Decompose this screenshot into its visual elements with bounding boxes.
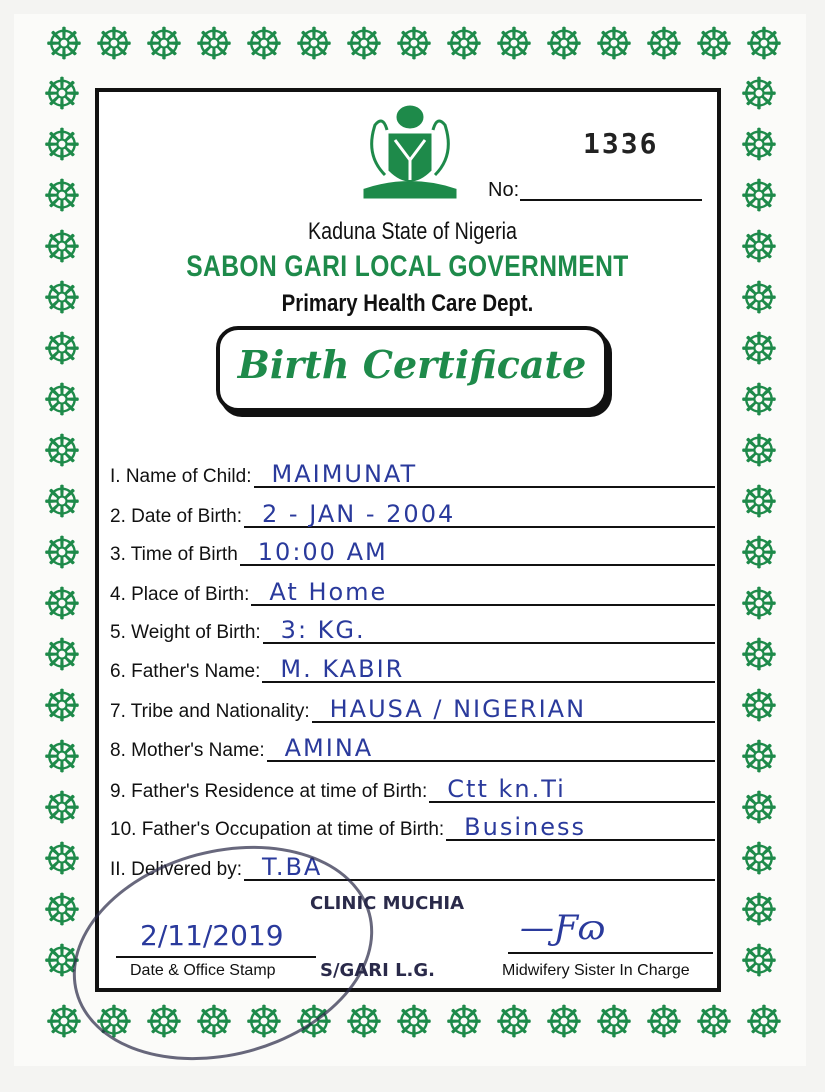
ship-wheel-icon: ☸ bbox=[44, 22, 84, 68]
field-line bbox=[262, 655, 715, 683]
ship-wheel-icon: ☸ bbox=[42, 531, 82, 577]
field-row bbox=[110, 576, 715, 606]
ship-wheel-icon: ☸ bbox=[544, 1000, 584, 1046]
ship-wheel-icon: ☸ bbox=[494, 1000, 534, 1046]
field-line bbox=[267, 734, 715, 762]
ship-wheel-icon: ☸ bbox=[94, 22, 134, 68]
field-line bbox=[254, 460, 716, 488]
ship-wheel-icon: ☸ bbox=[444, 1000, 484, 1046]
field-label: 10. Father's Occupation at time of Birth: bbox=[110, 819, 445, 840]
ship-wheel-icon: ☸ bbox=[42, 225, 82, 271]
ship-wheel-icon: ☸ bbox=[244, 1000, 284, 1046]
signature-line bbox=[508, 952, 713, 954]
stamp-date: 2/11/2019 bbox=[140, 919, 284, 952]
department-heading: Primary Health Care Dept. bbox=[281, 290, 534, 317]
ship-wheel-icon: ☸ bbox=[739, 123, 779, 169]
coat-of-arms-emblem bbox=[345, 95, 475, 205]
ship-wheel-icon: ☸ bbox=[739, 633, 779, 679]
stamp-label: Date & Office Stamp bbox=[130, 962, 276, 979]
ship-wheel-icon: ☸ bbox=[739, 531, 779, 577]
certificate-number: 1336 bbox=[583, 127, 659, 160]
ship-wheel-icon: ☸ bbox=[42, 429, 82, 475]
field-row bbox=[110, 536, 715, 566]
ship-wheel-icon: ☸ bbox=[694, 1000, 734, 1046]
ship-wheel-icon: ☸ bbox=[44, 1000, 84, 1046]
state-heading: Kaduna State of Nigeria bbox=[308, 218, 517, 245]
field-value: Business bbox=[464, 813, 587, 841]
field-label: 8. Mother's Name: bbox=[110, 740, 265, 761]
field-row bbox=[110, 811, 715, 841]
stamp-text-top: CLINIC MUCHIA bbox=[310, 893, 465, 914]
field-value: M. KABIR bbox=[280, 655, 405, 683]
ship-wheel-icon: ☸ bbox=[94, 1000, 134, 1046]
ship-wheel-icon: ☸ bbox=[644, 1000, 684, 1046]
ship-wheel-icon: ☸ bbox=[744, 1000, 784, 1046]
field-label: 3. Time of Birth bbox=[110, 544, 238, 565]
ship-wheel-icon: ☸ bbox=[739, 378, 779, 424]
field-value: AMINA bbox=[284, 734, 374, 762]
ship-wheel-icon: ☸ bbox=[42, 633, 82, 679]
number-line bbox=[520, 199, 702, 201]
field-row bbox=[110, 773, 715, 803]
ship-wheel-icon: ☸ bbox=[739, 786, 779, 832]
ship-wheel-icon: ☸ bbox=[194, 22, 234, 68]
ship-wheel-icon: ☸ bbox=[42, 480, 82, 526]
ship-wheel-icon: ☸ bbox=[42, 72, 82, 118]
ship-wheel-icon: ☸ bbox=[42, 888, 82, 934]
field-value: 2 - JAN - 2004 bbox=[262, 500, 456, 528]
ship-wheel-icon: ☸ bbox=[739, 276, 779, 322]
ship-wheel-icon: ☸ bbox=[42, 684, 82, 730]
field-line bbox=[240, 538, 715, 566]
field-value: 3: KG. bbox=[280, 616, 366, 644]
field-label: 9. Father's Residence at time of Birth: bbox=[110, 781, 428, 802]
ship-wheel-icon: ☸ bbox=[42, 939, 82, 985]
ship-wheel-icon: ☸ bbox=[42, 582, 82, 628]
ship-wheel-icon: ☸ bbox=[42, 327, 82, 373]
ship-wheel-icon: ☸ bbox=[739, 837, 779, 883]
ship-wheel-icon: ☸ bbox=[42, 735, 82, 781]
ship-wheel-icon: ☸ bbox=[42, 276, 82, 322]
ship-wheel-icon: ☸ bbox=[42, 174, 82, 220]
field-row bbox=[110, 614, 715, 644]
ship-wheel-icon: ☸ bbox=[42, 123, 82, 169]
field-label: I. Name of Child: bbox=[110, 466, 252, 487]
field-value: Ctt kn.Ti bbox=[447, 775, 566, 803]
ship-wheel-icon: ☸ bbox=[444, 22, 484, 68]
ship-wheel-icon: ☸ bbox=[739, 480, 779, 526]
ship-wheel-icon: ☸ bbox=[144, 1000, 184, 1046]
ship-wheel-icon: ☸ bbox=[344, 22, 384, 68]
field-line bbox=[446, 813, 715, 841]
ship-wheel-icon: ☸ bbox=[344, 1000, 384, 1046]
ship-wheel-icon: ☸ bbox=[594, 22, 634, 68]
field-row bbox=[110, 653, 715, 683]
ship-wheel-icon: ☸ bbox=[739, 72, 779, 118]
ship-wheel-icon: ☸ bbox=[194, 1000, 234, 1046]
field-line bbox=[251, 578, 715, 606]
field-row bbox=[110, 498, 715, 528]
certificate-title: Birth Certificate bbox=[237, 342, 587, 387]
field-line bbox=[429, 775, 715, 803]
ship-wheel-icon: ☸ bbox=[744, 22, 784, 68]
signature: —Ƒɷ bbox=[520, 908, 606, 948]
ship-wheel-icon: ☸ bbox=[244, 22, 284, 68]
ship-wheel-icon: ☸ bbox=[739, 582, 779, 628]
ship-wheel-icon: ☸ bbox=[739, 225, 779, 271]
field-label: II. Delivered by: bbox=[110, 859, 242, 880]
ship-wheel-icon: ☸ bbox=[739, 888, 779, 934]
field-label: 2. Date of Birth: bbox=[110, 506, 243, 527]
stamp-line bbox=[116, 956, 316, 958]
field-value: 10:00 AM bbox=[257, 538, 388, 566]
field-row bbox=[110, 693, 715, 723]
field-label: 5. Weight of Birth: bbox=[110, 622, 261, 643]
ship-wheel-icon: ☸ bbox=[739, 429, 779, 475]
ship-wheel-icon: ☸ bbox=[294, 1000, 334, 1046]
ship-wheel-icon: ☸ bbox=[739, 735, 779, 781]
ship-wheel-icon: ☸ bbox=[294, 22, 334, 68]
field-value: MAIMUNAT bbox=[271, 460, 418, 488]
field-line bbox=[244, 500, 715, 528]
ship-wheel-icon: ☸ bbox=[739, 939, 779, 985]
ship-wheel-icon: ☸ bbox=[42, 837, 82, 883]
lga-heading: SABON GARI LOCAL GOVERNMENT bbox=[186, 250, 629, 283]
field-label: 6. Father's Name: bbox=[110, 661, 261, 682]
ship-wheel-icon: ☸ bbox=[739, 327, 779, 373]
ship-wheel-icon: ☸ bbox=[544, 22, 584, 68]
ship-wheel-icon: ☸ bbox=[394, 1000, 434, 1046]
field-value: At Home bbox=[269, 578, 388, 606]
title-banner bbox=[216, 326, 608, 412]
ship-wheel-icon: ☸ bbox=[594, 1000, 634, 1046]
ship-wheel-icon: ☸ bbox=[394, 22, 434, 68]
field-value: HAUSA / NIGERIAN bbox=[329, 695, 587, 723]
ship-wheel-icon: ☸ bbox=[644, 22, 684, 68]
ship-wheel-icon: ☸ bbox=[42, 378, 82, 424]
stamp-text-bottom: S/GARI L.G. bbox=[320, 960, 435, 981]
signature-label: Midwifery Sister In Charge bbox=[502, 962, 690, 979]
field-row bbox=[110, 732, 715, 762]
ship-wheel-icon: ☸ bbox=[42, 786, 82, 832]
field-label: 4. Place of Birth: bbox=[110, 584, 250, 605]
field-label: 7. Tribe and Nationality: bbox=[110, 701, 310, 722]
ship-wheel-icon: ☸ bbox=[494, 22, 534, 68]
ship-wheel-icon: ☸ bbox=[739, 174, 779, 220]
ship-wheel-icon: ☸ bbox=[694, 22, 734, 68]
field-row bbox=[110, 458, 715, 488]
ship-wheel-icon: ☸ bbox=[144, 22, 184, 68]
field-value: T.BA bbox=[262, 853, 323, 881]
ship-wheel-icon: ☸ bbox=[739, 684, 779, 730]
number-label: No: bbox=[488, 179, 520, 201]
field-line bbox=[263, 616, 715, 644]
field-line bbox=[312, 695, 715, 723]
